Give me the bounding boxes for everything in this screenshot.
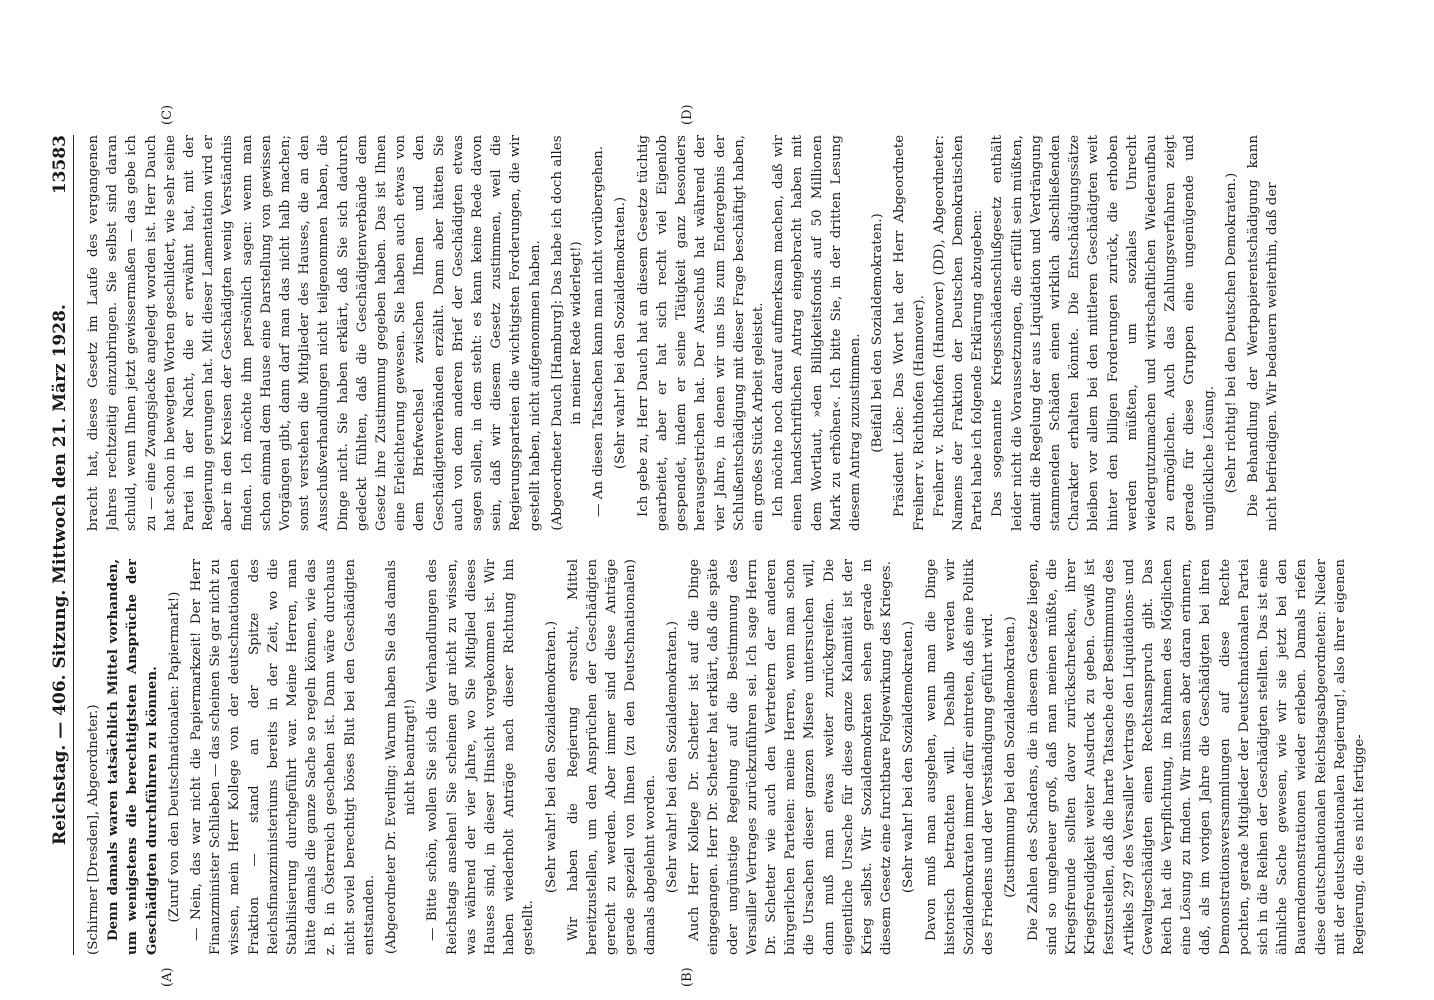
rotated-page [40, 104, 1380, 987]
speaker-paragraph: Präsident Löbe: Das Wort hat der Herr Abgeordnete Freiherr v. Richthofen (Hannover). [892, 135, 927, 531]
header-title: Reichstag. — 406. Sitzung. Mittwoch den 21. März 1928. [50, 304, 70, 846]
page-number: 13583 [50, 135, 70, 195]
interjection: (Zustimmung bei den Sozialdemokraten.) [1003, 616, 1019, 898]
interjection: (Sehr wahr! bei den Sozialdemokraten.) [613, 196, 629, 470]
paragraph: Die Behandlung der Wertpapierentschädigung kann nicht befriedigen. Wir bedauern weiterhin, daß der [1245, 135, 1281, 531]
paragraph: Davon muß man ausgehen, wenn man die Dinge historisch betrachten will. Deshalb werden wir Sozialdemokraten immer dafür eintreten, daß eine Politik des Friedens und der Verständigung geführt wird. [923, 559, 997, 955]
paragraph: bracht hat, dieses Gesetz im Laufe des vergangenen Jahres rechtzeitig einzubringen. Sie selbst sind daran schuld, wenn Ihnen jetzt gewissermaßen — das gebe ich zu — eine Zwangsjacke angelegt worden ist. Herr Dauch hat schon in bewegten Worten geschildert, wie sehr seine Partei in der Nacht, die er erwähnt hat, mit der Regierung gerungen hat. Mit dieser Lamentation wird er aber in den Kreisen der Geschädigten wenig Verständnis finden. Ich möchte ihm persönlich sagen: wenn man schon einmal dem Hause eine Darstellung von gewissen Vorgängen gibt, dann darf man das nicht halb machen; sonst verstehen die Mitglieder des Hauses, die an den Ausschußverhandlungen nicht teilgenommen haben, die Dinge nicht. Sie haben erklärt, daß Sie sich dadurch gedeckt fühlten, daß die Geschädigtenverbände dem Gesetz ihre Zustimmung gegeben haben. Das ist Ihnen eine Erleichterung gewesen. Sie haben auch etwas von dem Briefwechsel zwischen Ihnen und den Geschädigtenverbänden erzählt. Dann aber hätten Sie auch von dem anderen Brief der Geschädigten etwas sagen sollen, in dem steht: es kann keine Rede davon sein, daß wir diesem Gesetz zustimmen, weil die Regierungsparteien die wichtigsten Forderungen, die wir gestellt haben, nicht aufgenommen haben. [86, 135, 543, 531]
paragraph: — An diesen Tatsachen kann man nicht vorübergehen. [591, 145, 607, 517]
margin-mark-b: (B) [680, 967, 695, 987]
paragraph: — Nein, das war nicht die Papiermarkzeit! Der Herr Finanzminister Schlieben — das scheinen Sie gar nicht zu wissen, mein Herr Kollege von der deutschnationalen Fraktion — stand an der Spitze des Reichsfinanzministeriums bereits in der Zeit, wo die Stabilisierung durchgeführt war. Meine Herren, man hätte damals die ganze Sache so regeln können, wie das z. B. in Österreich geschehen ist. Dann wäre durchaus nicht soviel berechtigt böses Blut bei den Geschädigten entstanden. [189, 559, 377, 955]
interjection: (Sehr richtig! bei den Deutschen Demokraten.) [1223, 172, 1239, 494]
right-column [84, 135, 1374, 531]
interjection: (Sehr wahr! bei den Sozialdemokraten.) [901, 620, 917, 894]
paragraph: Die Zahlen des Schadens, die in diesem Gesetze liegen, sind so ungeheuer groß, daß man meinen müßte, die Kriegsfreunde sollten davor zurückschrecken, ihrer Kriegsfreudigkeit weiter Ausdruck zu geben. Gewiß ist festzustellen, daß die harte Tatsache der Bestimmung des Artikels 297 des Versailler Vertrags den Liquidations- und Gewaltgeschädigten einen Rechtsanspruch gibt. Das Reich hat die Verpflichtung, im Rahmen des Möglichen eine Lösung zu finden. Wir müssen aber daran erinnern, daß, als im vorigen Jahre die Geschädigten bei ihren Demonstrationsversammlungen auf diese Rechte pochten, gerade Mitglieder der Deutschnationalen Partei sich in die Reihen der Geschädigten stellten. Das ist eine ähnliche Sache gewesen, wie wir sie jetzt bei den Bauerndemonstrationen wieder erleben. Damals riefen diese deutschnationalen Reichstagsabgeordneten: Nieder mit der deutschnationalen Regierung!, also ihrer eigenen Regierung, die es nicht fertigge- [1025, 559, 1367, 955]
paragraph: (Schirmer [Dresden], Abgeordneter.) [86, 704, 101, 955]
interjection: (Sehr wahr! bei den Sozialdemokraten.) [664, 620, 680, 894]
paragraph: Ich gebe zu, Herr Dauch hat an diesem Gesetze tüchtig gearbeitet, aber er hat sich recht viel Eigenlob gespendet, indem er seine Tätigkeit ganz besonders herausgestrichen hat. Der Ausschuß hat während der vier Jahre, in denen wir uns bis zum Endergebnis der Schlußentschädigung mit dieser Frage beschäftigt haben, ein großes Stück Arbeit geleistet. [635, 135, 766, 531]
speaker-paragraph: Freiherr v. Richthofen (Hannover) (DD), Abgeordneter: Namens der Fraktion der Deutschen Demokratischen Partei habe ich folgende Erklärung abzugeben: [931, 135, 986, 531]
interjection: (Zuruf von den Deutschnationalen: Papiermark!) [166, 591, 182, 923]
left-column [84, 559, 1374, 955]
interjection: (Abgeordneter Dr. Everling: Warum haben Sie das damals nicht beantragt!) [384, 559, 419, 955]
margin-mark-d: (D) [680, 104, 695, 125]
paragraph: Wir haben die Regierung ersucht, Mittel bereitzustellen, um den Ansprüchen der Geschädigten gerecht zu werden. Aber immer sind diese Anträge gerade speziell von Ihnen (zu den Deutschnationalen) damals abgelehnt worden. [565, 559, 658, 955]
paragraph: Das sogenannte Kriegsschädenschlußgesetz enthält leider nicht die Voraussetzungen, die erfüllt sein müßten, damit die Regelung der aus Liquidation und Verdrängung stammenden Schäden einen wirklich abschließenden Charakter erhalten könnte. Die Entschädigungssätze bleiben vor allem bei den mittleren Geschädigten weit hinter den billigen Forderungen zurück, die erhoben werden müßten, um soziales Unrecht wiedergutzumachen und wirtschaftlichen Wiederaufbau zu ermöglichen. Auch das Zahlungsverfahren zeigt gerade für diese Gruppen eine ungenügende und unglückliche Lösung. [990, 135, 1217, 531]
interjection: (Abgeordneter Dauch [Hamburg]: Das habe ich doch alles in meiner Rede widerlegt!) [549, 135, 585, 531]
margin-mark-a: (A) [160, 967, 175, 987]
paragraph: Denn damals waren tatsächlich Mittel vorhanden, um wenigstens die berechtigtsten Ansprüche der Geschädigten durchführen zu können. [105, 559, 160, 955]
paragraph: Ich möchte noch darauf aufmerksam machen, daß wir einen handschriftlichen Antrag eingebracht haben mit dem Wortlaut, »den Billigkeitsfonds auf 50 Millionen Mark zu erhöhen«. Ich bitte Sie, in der dritten Lesung diesem Antrag zuzustimmen. [771, 135, 863, 531]
margin-mark-c: (C) [160, 104, 175, 125]
interjection: (Sehr wahr! bei den Sozialdemokraten.) [543, 620, 559, 894]
interjection: (Beifall bei den Sozialdemokraten.) [870, 213, 886, 453]
page-header [40, 135, 74, 955]
digitization-credit [1364, 0, 1382, 1000]
paragraph: Auch Herr Kollege Dr. Schetter ist auf die Dinge eingegangen. Herr Dr. Schetter hat erklärt, daß die späte oder ungünstige Regelung auf die Bestimmung des Versailler Vertrages zurückzuführen sei. Ich sage Herrn Dr. Schetter wie auch den Vertretern der anderen bürgerlichen Parteien: meine Herren, wenn man schon die Ursachen dieser ganzen Misere untersuchen will, dann muß man etwas weiter zurückgreifen. Die eigentliche Ursache für diese ganze Kalamität ist der Krieg selbst. Wir Sozialdemokraten sehen gerade in diesem Gesetz eine furchtbare Folgewirkung des Krieges. [687, 559, 895, 955]
paragraph: — Bitte schön, wollen Sie sich die Verhandlungen des Reichstags ansehen! Sie scheinen gar nicht zu wissen, was während der vier Jahre, wo Sie Mitglied dieses Hauses sind, in dieser Hinsicht vorgekommen ist. Wir haben wiederholt Anträge nach dieser Richtung hin gestellt. [425, 559, 537, 955]
